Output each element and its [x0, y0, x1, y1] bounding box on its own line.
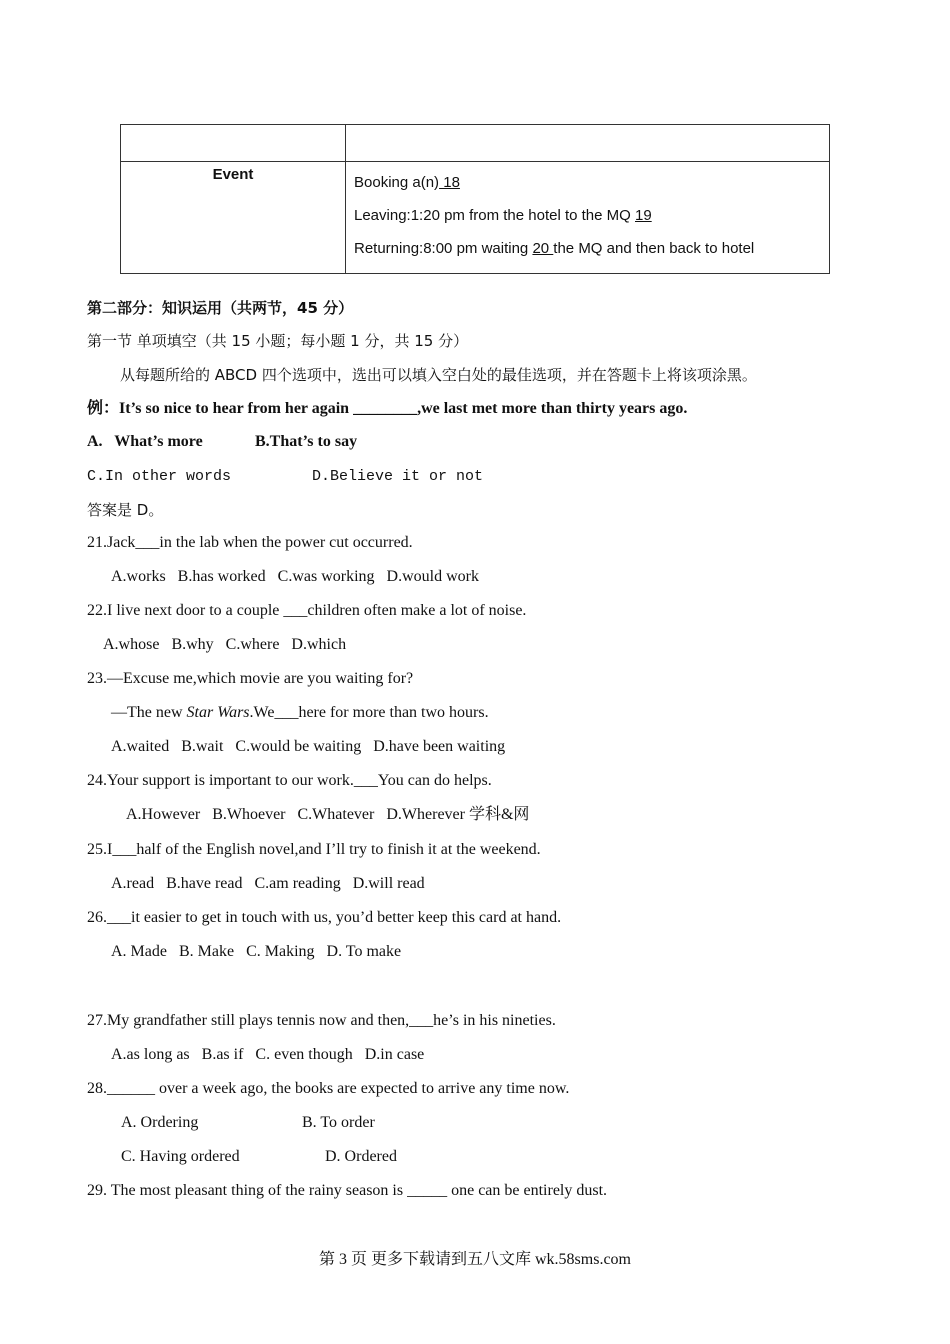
question-23: 23.—Excuse me,which movie are you waiting for?: [87, 670, 414, 687]
example-option-a: A. What’s more: [87, 433, 203, 450]
question-28-option-a: A. Ordering: [121, 1114, 199, 1131]
question-23-options: A.waited B.wait C.would be waiting D.have been waiting: [111, 738, 506, 755]
question-29: 29. The most pleasant thing of the rainy season is _____ one can be entirely dust.: [87, 1182, 608, 1199]
example-option-d: D.Believe it or not: [312, 468, 484, 485]
instruction: 从每题所给的 ABCD 四个选项中，选出可以填入空白处的最佳选项，并在答题卡上将该项涂黑。: [120, 366, 757, 384]
question-21: 21.Jack___in the lab when the power cut occurred.: [87, 534, 413, 551]
example-option-b: B.That’s to say: [255, 433, 358, 450]
table-header-left: [121, 125, 346, 162]
section-subtitle: 第一节 单项填空（共 15 小题；每小题 1 分，共 15 分）: [87, 332, 469, 350]
question-25: 25.I___half of the English novel,and I’ll try to finish it at the weekend.: [87, 841, 541, 858]
question-28-option-c: C. Having ordered: [121, 1148, 240, 1165]
question-24: 24.Your support is important to our work.___You can do helps.: [87, 772, 492, 789]
table-header-right: [346, 125, 830, 162]
example-answer: 答案是 D。: [87, 501, 164, 519]
question-28-option-b: B. To order: [302, 1114, 375, 1131]
question-21-options: A.works B.has worked C.was working D.would work: [111, 568, 479, 585]
question-22-options: A.whose B.why C.where D.which: [103, 636, 347, 653]
question-24-options: A.However B.Whoever C.Whatever D.Wherever 学科&网: [126, 806, 530, 823]
info-table: [120, 124, 830, 274]
question-27: 27.My grandfather still plays tennis now and then,___he’s in his nineties.: [87, 1012, 556, 1029]
question-27-options: A.as long as B.as if C. even though D.in case: [111, 1046, 425, 1063]
blank-18: 18: [439, 174, 460, 191]
blank-19: 19: [635, 207, 652, 224]
question-22: 22.I live next door to a couple ___children often make a lot of noise.: [87, 602, 527, 619]
question-23-reply: —The new Star Wars.We___here for more than two hours.: [111, 704, 489, 721]
part-title: 第二部分：知识运用（共两节，45 分）: [87, 299, 354, 317]
blank-20: 20: [532, 240, 554, 257]
booking-line: Booking a(n) 18: [354, 174, 460, 191]
question-26-options: A. Made B. Make C. Making D. To make: [111, 943, 402, 960]
example-option-c: C.In other words: [87, 468, 232, 485]
question-28: 28.______ over a week ago, the books are expected to arrive any time now.: [87, 1080, 570, 1097]
returning-line: Returning:8:00 pm waiting 20 the MQ and then back to hotel: [354, 240, 755, 257]
question-25-options: A.read B.have read C.am reading D.will read: [111, 875, 425, 892]
event-details: [346, 162, 830, 274]
question-26: 26.___it easier to get in touch with us, you’d better keep this card at hand.: [87, 909, 562, 926]
example-line: 例：It’s so nice to hear from her again ________,we last met more than thirty years ago.: [87, 398, 688, 417]
event-label: Event: [121, 162, 346, 274]
page-footer: 第 3 页 更多下载请到五八文库 wk.58sms.com: [318, 1251, 631, 1268]
leaving-line: Leaving:1:20 pm from the hotel to the MQ 19: [354, 207, 652, 224]
question-28-option-d: D. Ordered: [325, 1148, 397, 1165]
